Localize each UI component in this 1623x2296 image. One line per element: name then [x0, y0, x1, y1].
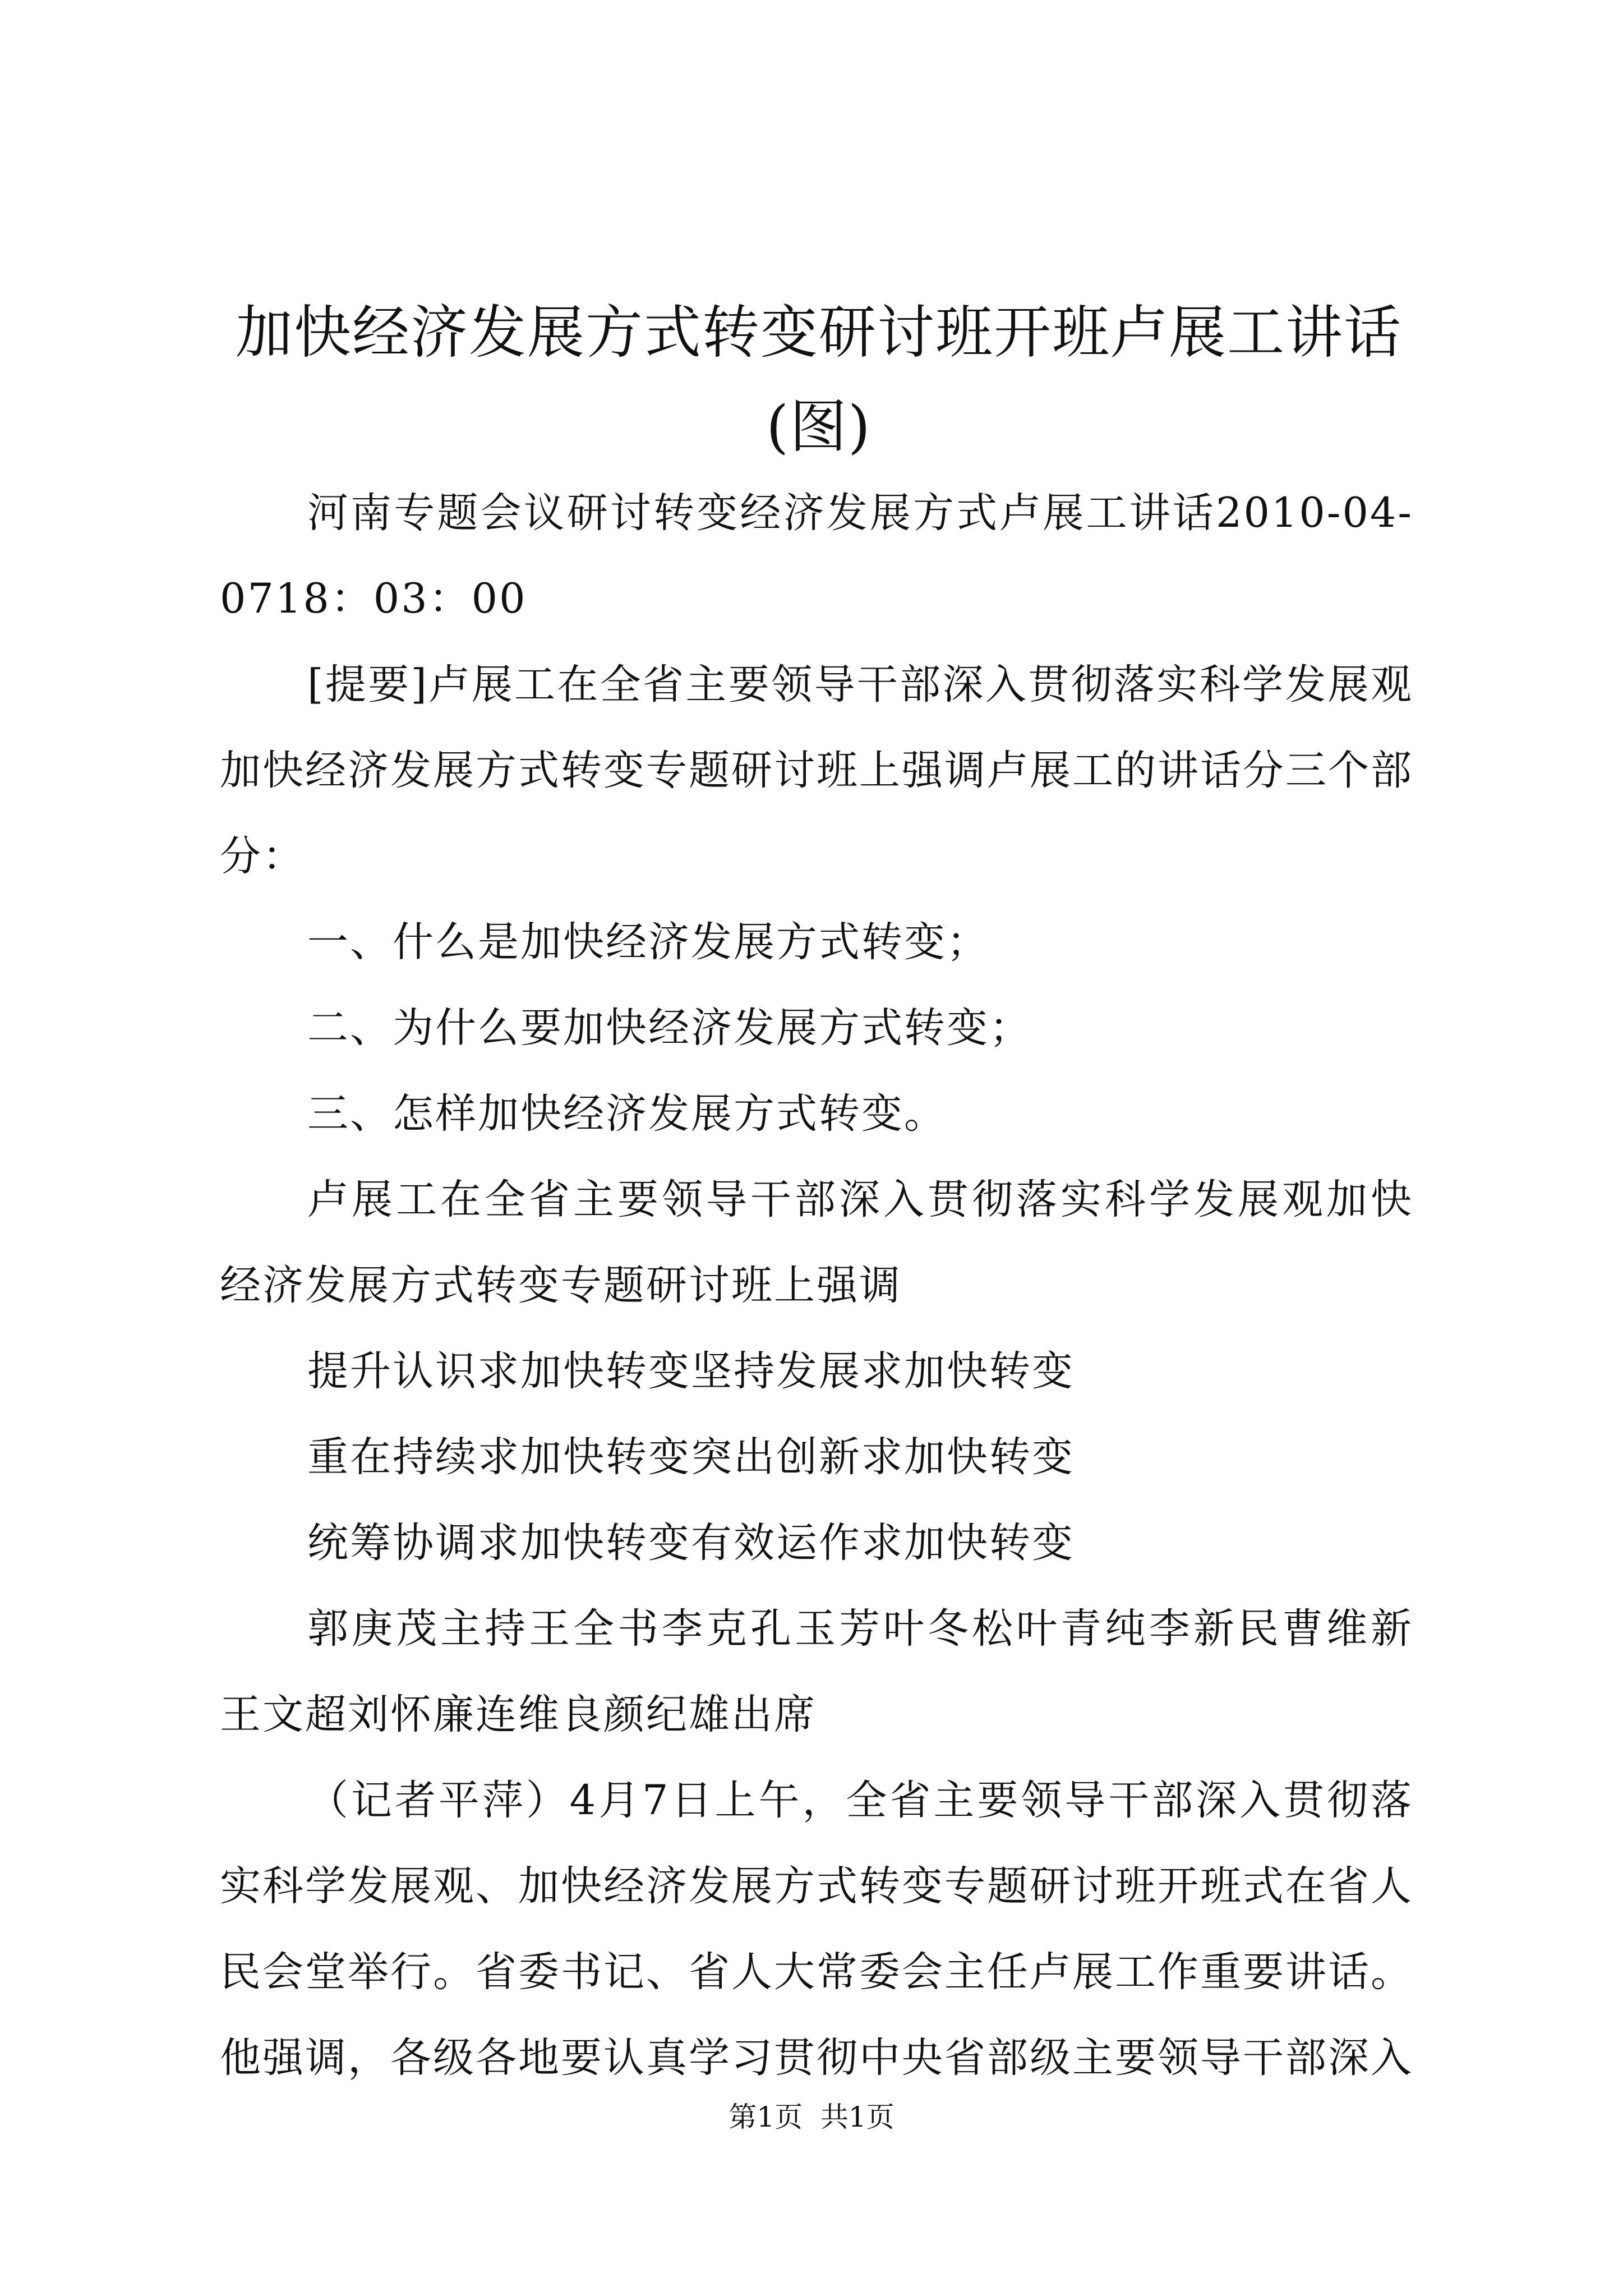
paragraph-slogan-1: 提升认识求加快转变坚持发展求加快转变 [307, 1347, 1075, 1395]
document-body [220, 470, 1413, 2101]
paragraph-part-three: 三、怎样加快经济发展方式转变。 [307, 1090, 947, 1138]
paragraph-part-two: 二、为什么要加快经济发展方式转变； [307, 1004, 1032, 1052]
paragraph-source-line: 河南专题会议研讨转变经济发展方式卢展工讲话2010-04-0718：03：00 [220, 489, 1413, 623]
paragraph-attendees: 郭庚茂主持王全书李克孔玉芳叶冬松叶青纯李新民曹维新王文超刘怀廉连维良颜纪雄出席 [220, 1605, 1413, 1738]
paragraph-emphasis-intro: 卢展工在全省主要领导干部深入贯彻落实科学发展观加快经济发展方式转变专题研讨班上强调 [220, 1176, 1413, 1309]
page-number-label: 第1页 共1页 [728, 2101, 895, 2133]
paragraph-news-report: （记者平萍）4月7日上午，全省主要领导干部深入贯彻落实科学发展观、加快经济发展方式转变专题研讨班开班式在省人民会堂举行。省委书记、省人大常委会主任卢展工作重要讲话。他强调，各级各地要认真学习贯彻中央省部级主要领导干部深入 [220, 1777, 1413, 2082]
document-title-line-1: 加快经济发展方式转变研讨班开班卢展工讲话 [236, 300, 1402, 366]
document-title [213, 286, 1424, 475]
document-title-line-2: (图) [766, 394, 872, 461]
paragraph-summary: [提要]卢展工在全省主要领导干部深入贯彻落实科学发展观加快经济发展方式转变专题研讨班上强调卢展工的讲话分三个部分： [220, 661, 1413, 880]
paragraph-part-one: 一、什么是加快经济发展方式转变； [307, 918, 989, 966]
page-footer [0, 2099, 1623, 2135]
paragraph-slogan-2: 重在持续求加快转变突出创新求加快转变 [307, 1433, 1075, 1481]
paragraph-slogan-3: 统筹协调求加快转变有效运作求加快转变 [307, 1519, 1075, 1567]
